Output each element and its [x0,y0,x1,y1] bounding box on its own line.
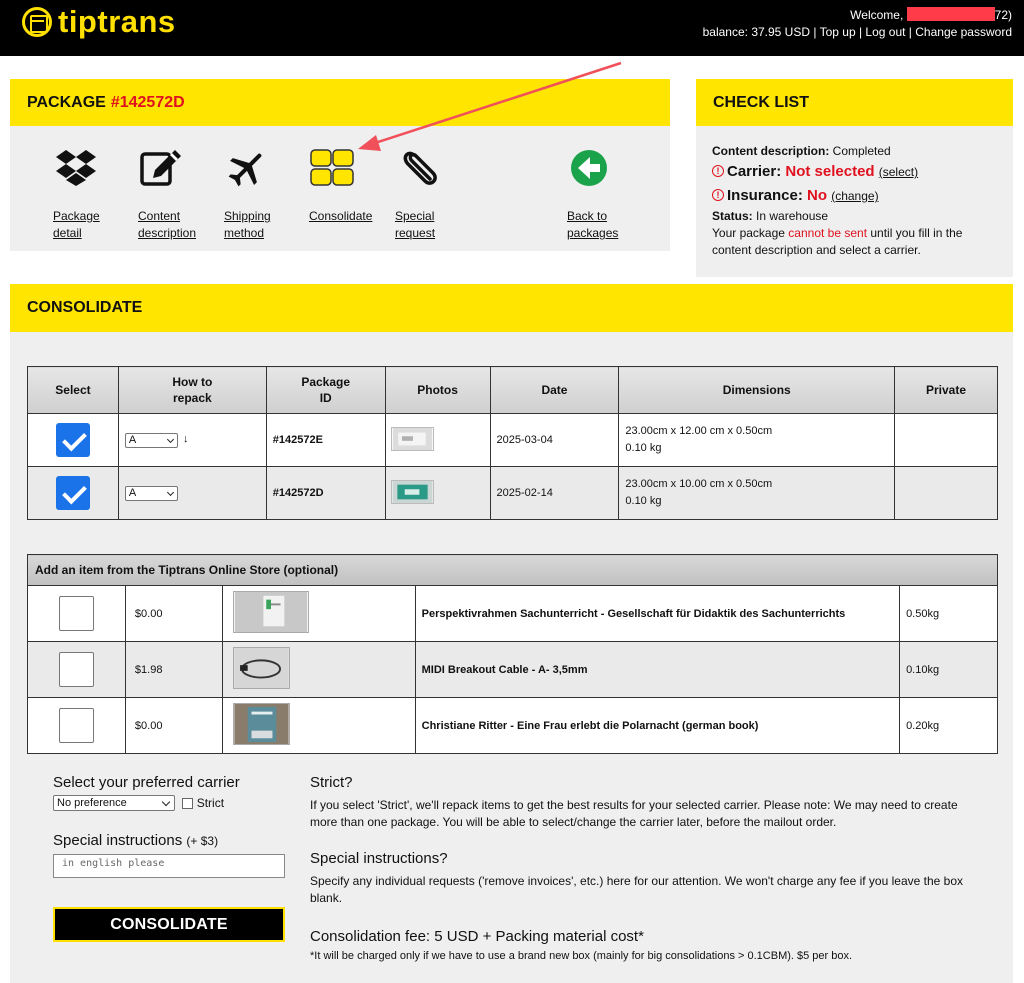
edit-icon [138,146,184,190]
back-arrow-icon [567,146,613,190]
help-text [310,773,970,965]
col-package-id: Package ID [266,367,385,414]
strict-help-title: Strict? [310,774,353,791]
item-weight: 0.10kg [900,642,998,698]
item-price: $1.98 [125,642,222,698]
checklist-title: CHECK LIST [713,93,809,111]
store-items-table [27,554,998,754]
consolidate-header [10,284,1013,332]
change-insurance-link[interactable]: (change) [831,189,879,203]
item-name: Perspektivrahmen Sachunterricht - Gesellschaft für Didaktik des Sachunterrichts [415,586,899,642]
repack-select[interactable]: A [125,486,178,501]
insurance-value: No [807,187,828,204]
package-photo[interactable] [391,480,434,504]
carrier-label: Select your preferred carrier [53,774,240,791]
change-password-link[interactable]: Change password [915,25,1012,39]
content-description-link[interactable]: Content description [138,209,197,240]
special-request-link[interactable]: Special request [395,209,436,240]
checklist-body [696,126,1013,277]
package-detail-link[interactable]: Package detail [53,209,100,240]
package-weight: 0.10 kg [625,495,662,507]
balance-text: balance: 37.95 USD | [702,25,817,39]
package-title: PACKAGE [27,93,106,111]
shipping-method-action[interactable] [224,146,304,242]
store-item-checkbox[interactable] [59,596,94,631]
consolidate-form [53,773,293,942]
col-date: Date [490,367,619,414]
package-dimensions: 23.00cm x 12.00 cm x 0.50cm [625,425,773,437]
content-status-line: Content description: Completed [712,144,891,158]
package-status-line: Status: In warehouse [712,209,829,223]
item-photo[interactable] [233,703,290,745]
store-header: Add an item from the Tiptrans Online Store (optional) [28,555,998,586]
item-price: $0.00 [125,586,222,642]
store-item-checkbox[interactable] [59,652,94,687]
table-row [28,414,998,467]
package-header [10,79,670,126]
strict-checkbox[interactable] [182,798,193,809]
table-header-row [28,367,998,414]
item-weight: 0.20kg [900,698,998,754]
shipping-method-link[interactable]: Shipping method [224,209,271,240]
strict-label: Strict [196,796,225,810]
dropbox-box-icon [53,146,99,190]
table-row [28,467,998,520]
back-to-packages-action[interactable] [567,146,647,242]
redacted-username [907,7,995,21]
insurance-status-line: ! Insurance: No (change) [712,184,997,208]
carrier-select[interactable]: No preference [53,795,175,811]
logout-link[interactable]: Log out [865,25,906,39]
special-request-action[interactable] [395,146,475,242]
consolidate-grid-icon [309,146,355,190]
package-date: 2025-03-04 [490,414,619,467]
package-actions [10,126,670,251]
select-checkbox[interactable] [56,423,90,457]
store-item-row [28,698,998,754]
logo-box-icon [22,7,52,37]
packages-table [27,366,998,520]
package-detail-action[interactable] [53,146,133,242]
top-up-link[interactable]: Top up [819,25,856,39]
col-select: Select [28,367,119,414]
user-box: Welcome, 72) balance: 37.95 USD | Top up | Log out | Change password [702,8,1012,39]
private-cell [895,467,998,520]
fee-text: *It will be charged only if we have to use a brand new box (mainly for big consolidations > 0.1CBM). $5 per box. [310,950,853,962]
private-cell [895,414,998,467]
package-photo[interactable] [391,427,434,451]
fee-title: Consolidation fee: 5 USD + Packing material cost* [310,928,644,945]
select-checkbox[interactable] [56,476,90,510]
store-item-row [28,586,998,642]
item-weight: 0.50kg [900,586,998,642]
back-to-packages-link[interactable]: Back to packages [567,209,619,240]
package-number: #142572D [110,93,185,111]
col-photos: Photos [385,367,490,414]
col-dimensions: Dimensions [619,367,895,414]
package-id[interactable]: #142572E [266,414,385,467]
warning-icon: ! [712,165,724,177]
instr-help-text: Specify any individual requests ('remove invoices', etc.) here for our attention. We won't charge any fee if you leave the box blank. [310,874,963,905]
checklist-header [696,79,1013,126]
store-item-checkbox[interactable] [59,708,94,743]
logo[interactable] [22,5,176,39]
paperclip-icon [395,146,441,190]
package-date: 2025-02-14 [490,467,619,520]
carrier-value: Not selected [785,163,875,180]
item-photo[interactable] [233,591,309,633]
store-item-row [28,642,998,698]
checklist-note: Your package cannot be sent until you fill in the content description and select a carrier. [712,226,963,257]
consolidate-link[interactable]: Consolidate [309,209,373,223]
item-name: Christiane Ritter - Eine Frau erlebt die Polarnacht (german book) [415,698,899,754]
consolidate-title: CONSOLIDATE [27,299,143,316]
carrier-status-line: ! Carrier: Not selected (select) [712,160,997,184]
warning-icon: ! [712,189,724,201]
instr-help-title: Special instructions? [310,850,448,867]
package-weight: 0.10 kg [625,442,662,454]
consolidate-button[interactable]: CONSOLIDATE [53,907,285,942]
welcome-text: Welcome, [850,8,904,22]
package-dimensions: 23.00cm x 10.00 cm x 0.50cm [625,478,773,490]
user-suffix: 72) [994,8,1012,22]
strict-help-text: If you select 'Strict', we'll repack items to get the best results for your selected carrier. Please note: We may need to create more than one package. You will be able to select/change the carrier later, before the mailout order. [310,798,958,829]
top-bar [0,0,1024,56]
package-id[interactable]: #142572D [266,467,385,520]
content-description-action[interactable] [138,146,218,242]
repack-select[interactable]: A [125,433,178,448]
col-private: Private [895,367,998,414]
select-carrier-link[interactable]: (select) [878,165,919,179]
arrow-down-icon: ↓ [182,432,189,445]
item-price: $0.00 [125,698,222,754]
col-repack: How to repack [118,367,266,414]
consolidate-action[interactable] [309,146,389,225]
airplane-icon [224,146,270,190]
item-photo[interactable] [233,647,290,689]
instructions-label: Special instructions (+ $3) [53,832,219,849]
item-name: MIDI Breakout Cable - A- 3,5mm [415,642,899,698]
instructions-input[interactable]: in english please [53,854,285,878]
logo-text: tiptrans [58,4,176,39]
